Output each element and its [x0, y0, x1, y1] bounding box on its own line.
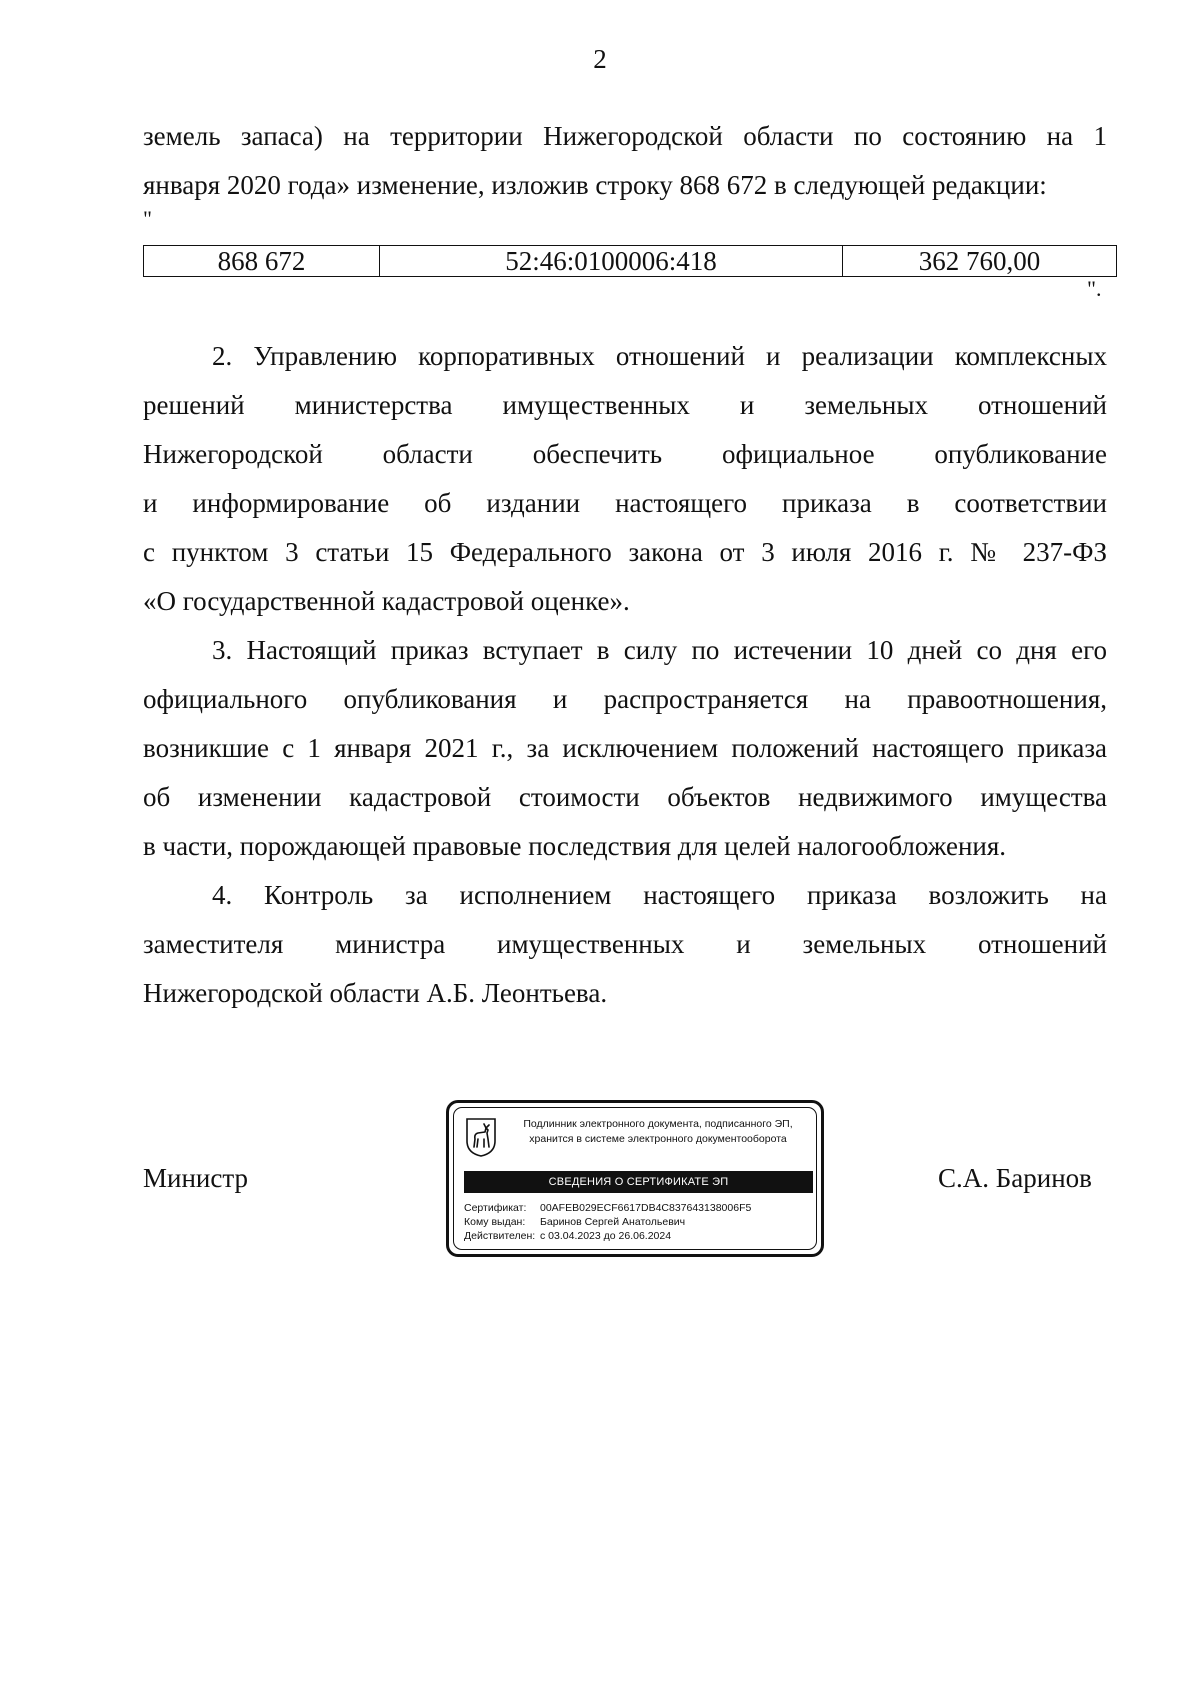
quote-close: ".: [1087, 276, 1102, 301]
paragraph-4: [143, 871, 1107, 1018]
para2-line-5: с пунктом 3 статьи 15 Федерального закона от 3 июля 2016 г. № 237-ФЗ: [143, 537, 1107, 567]
certificate-value: 00AFEB029ECF6617DB4C837643138006F5: [540, 1202, 752, 1214]
signer-role: Министр: [143, 1163, 248, 1193]
stamp-header: [503, 1117, 813, 1147]
table-cell-cadastral-number: 52:46:0100006:418: [380, 246, 843, 277]
electronic-signature-stamp: [446, 1100, 824, 1257]
para2-line-2: решений министерства имущественных и земельных отношений: [143, 390, 1107, 420]
stamp-row-validity: [464, 1229, 814, 1243]
certificate-label: Сертификат:: [464, 1202, 527, 1214]
intro-line-2: января 2020 года» изменение, изложив строку 868 672 в следующей редакции:: [143, 170, 1047, 200]
table-cell-number: 868 672: [144, 246, 380, 277]
table-cell-value: 362 760,00: [843, 246, 1117, 277]
stamp-header-line-2: хранится в системе электронного документооборота: [529, 1133, 787, 1145]
para2-line-4: и информирование об издании настоящего приказа в соответствии: [143, 488, 1107, 518]
table-row: [144, 246, 1117, 277]
para2-line-3: Нижегородской области обеспечить официальное опубликование: [143, 439, 1107, 469]
para4-line-3: Нижегородской области А.Б. Леонтьева.: [143, 978, 608, 1008]
validity-label: Действителен:: [464, 1230, 536, 1242]
para4-line-1: 4. Контроль за исполнением настоящего приказа возложить на: [212, 880, 1107, 910]
para4-line-2: заместителя министра имущественных и земельных отношений: [143, 929, 1107, 959]
quote-open: ": [143, 206, 152, 231]
para3-line-1: 3. Настоящий приказ вступает в силу по истечении 10 дней со дня его: [212, 635, 1107, 665]
document-body: [143, 112, 1107, 210]
para3-line-5: в части, порождающей правовые последствия для целей налогообложения.: [143, 831, 1007, 861]
stamp-row-owner: [464, 1215, 814, 1229]
paragraph-3: [143, 626, 1107, 871]
intro-line-1: земель запаса) на территории Нижегородской области по состоянию на 1: [143, 121, 1107, 151]
para3-line-4: об изменении кадастровой стоимости объектов недвижимого имущества: [143, 782, 1107, 812]
stamp-row-certificate: [464, 1201, 814, 1215]
stamp-header-line-1: Подлинник электронного документа, подписанного ЭП,: [523, 1118, 793, 1130]
signer-name: С.А. Баринов: [938, 1163, 1092, 1193]
deer-coat-of-arms-icon: [465, 1117, 497, 1157]
stamp-details: [464, 1201, 814, 1243]
owner-label: Кому выдан:: [464, 1216, 526, 1228]
page-number: 2: [593, 44, 607, 74]
stamp-title-bar: СВЕДЕНИЯ О СЕРТИФИКАТЕ ЭП: [464, 1171, 813, 1193]
para3-line-3: возникшие с 1 января 2021 г., за исключением положений настоящего приказа: [143, 733, 1107, 763]
cadastral-table: [143, 245, 1117, 277]
owner-value: Баринов Сергей Анатольевич: [540, 1216, 686, 1228]
validity-value: с 03.04.2023 до 26.06.2024: [540, 1230, 672, 1242]
para2-line-1: 2. Управлению корпоративных отношений и реализации комплексных: [212, 341, 1107, 371]
para3-line-2: официального опубликования и распространяется на правоотношения,: [143, 684, 1107, 714]
paragraph-2: [143, 332, 1107, 626]
para2-line-6: «О государственной кадастровой оценке».: [143, 586, 630, 616]
